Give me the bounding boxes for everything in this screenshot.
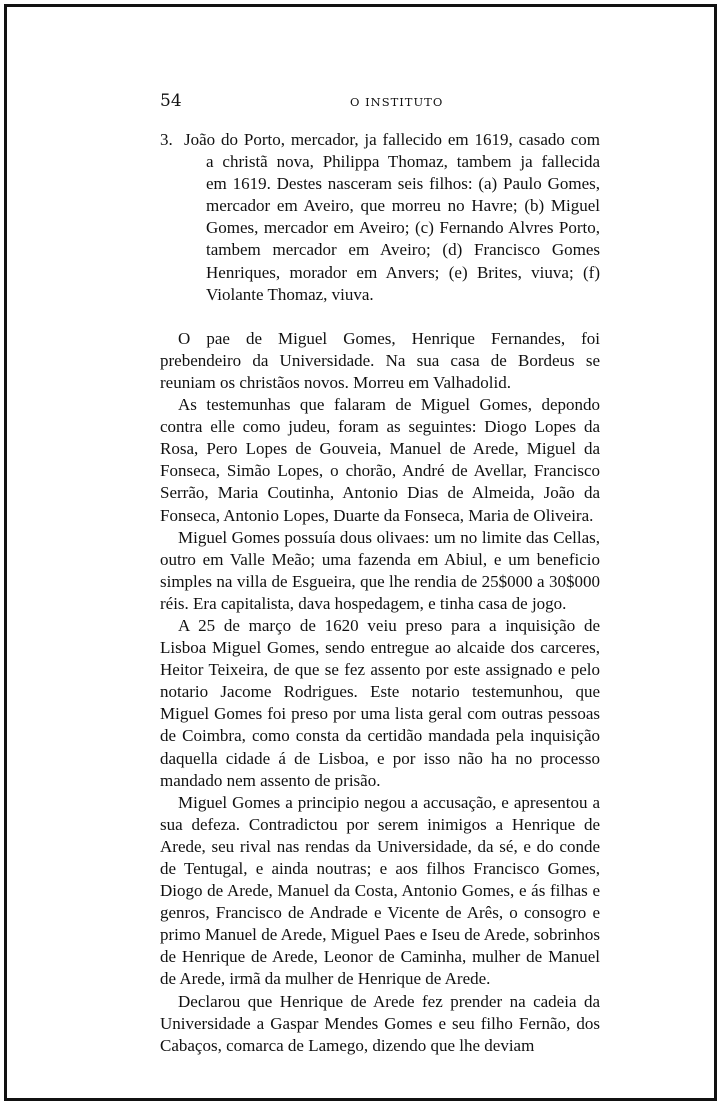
entry-line: em 1619. Destes nasceram seis filhos: (a) Paulo Gomes, — [206, 174, 600, 194]
page-number: 54 — [160, 91, 182, 111]
numbered-entry — [160, 129, 600, 306]
paragraph: Miguel Gomes a principio negou a accusação, e apresentou a sua defeza. Contradictou por serem inimigos a Henrique de Arede, seu rival nas rendas da Universidade, da sé, e do conde de Tentugal, e ainda noutras; e aos filhos Francisco Gomes, Diogo de Arede, Manuel da Costa, Antonio Gomes, e ás filhas e genros, Francisco de Andrade e Vicente de Arês, o consogro e primo Manuel de Arede, Miguel Paes e Iseu de Arede, sobrinhos de Henrique de Arede, Leonor de Caminha, mulher de Manuel de Arede, irmã da mulher de Henrique de Arede. — [160, 792, 600, 989]
page-header — [160, 91, 600, 111]
entry-line-text: João do Porto, mercador, ja fallecido em 1619, casado com — [184, 130, 600, 149]
entry-line: Gomes, mercador em Aveiro; (c) Fernando Alvres Porto, — [206, 218, 600, 238]
entry-number: 3. — [160, 130, 173, 149]
running-title: O INSTITUTO — [350, 95, 444, 109]
entry-line: tambem mercador em Aveiro; (d) Francisco Gomes — [206, 240, 600, 260]
entry-line: Violante Thomaz, viuva. — [206, 284, 374, 304]
paragraph: Miguel Gomes possuía dous olivaes: um no limite das Cellas, outro em Valle Meão; uma fazenda em Abiul, e um beneficio simples na villa de Esgueira, que lhe rendia de 25$000 a 30$000 réis. Era capitalista, dava hospedagem, e tinha casa de jogo. — [160, 527, 600, 613]
page-body — [160, 129, 600, 1057]
paragraph: As testemunhas que falaram de Miguel Gomes, depondo contra elle como judeu, foram as seguintes: Diogo Lopes da Rosa, Pero Lopes de Gouveia, Manuel de Arede, Miguel da Fonseca, Simão Lopes, o chorão, André de Avellar, Francisco Serrão, Maria Coutinha, Antonio Dias de Almeida, João da Fonseca, Antonio Lopes, Duarte da Fonseca, Maria de Oliveira. — [160, 395, 600, 525]
entry-line — [160, 129, 600, 151]
entry-line: a christã nova, Philippa Thomaz, tambem ja fallecida — [206, 152, 600, 172]
paragraph: Declarou que Henrique de Arede fez prender na cadeia da Universidade a Gaspar Mendes Gomes e seu filho Fernão, dos Cabaços, comarca de Lamego, dizendo que lhe deviam — [160, 991, 600, 1055]
entry-line: Henriques, morador em Anvers; (e) Brites, viuva; (f) — [206, 262, 600, 282]
paragraph: A 25 de março de 1620 veiu preso para a inquisição de Lisboa Miguel Gomes, sendo entregue ao alcaide dos carceres, Heitor Teixeira, de que se fez assento por este assignado e pelo notario Jacome Rodrigues. Este notario testemunhou, que Miguel Gomes foi preso por uma lista geral com outras pessoas de Coimbra, como consta da certidão mandada pela inquisição daquella cidade á de Lisboa, e por isso não ha no processo mandado nem assento de prisão. — [160, 615, 600, 790]
entry-line: mercador em Aveiro, que morreu no Havre; (b) Miguel — [206, 196, 600, 216]
paragraph: O pae de Miguel Gomes, Henrique Fernandes, foi prebendeiro da Universidade. Na sua casa de Bordeus se reuniam os christãos novos. Morreu em Valhadolid. — [160, 328, 600, 392]
paragraph-gap — [160, 306, 600, 328]
